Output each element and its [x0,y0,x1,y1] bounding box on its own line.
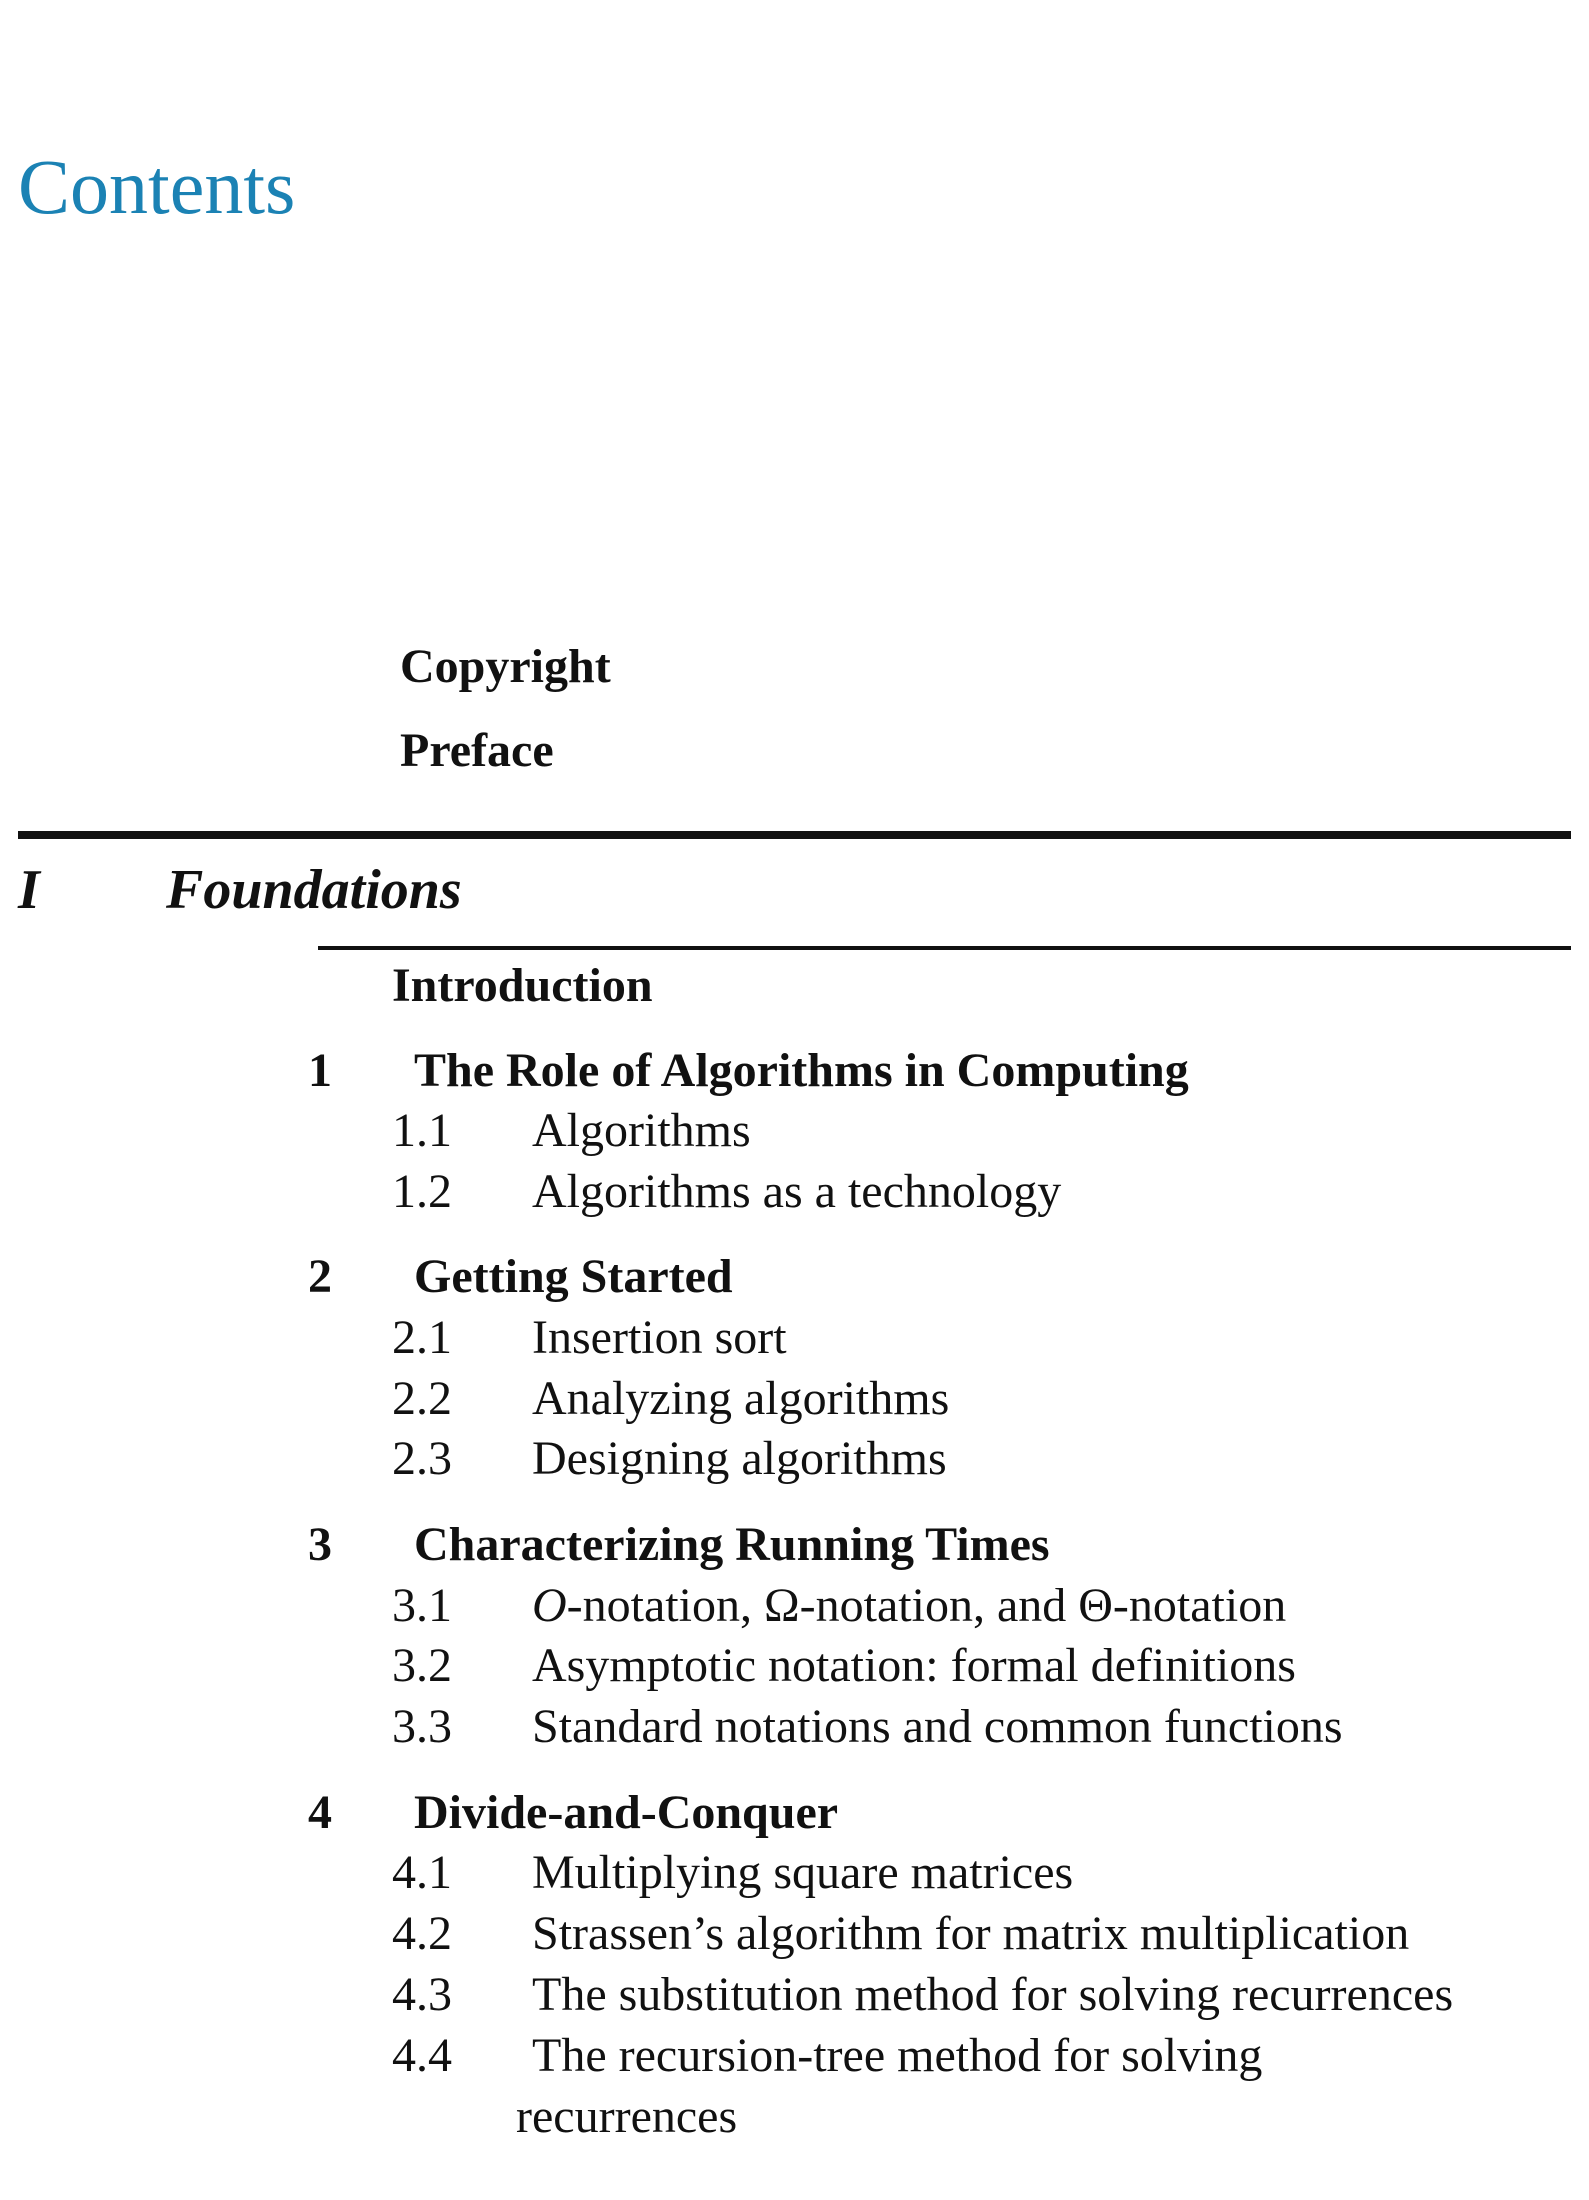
toc-link-introduction[interactable]: Introduction [392,959,653,1012]
toc-link-section-4-3[interactable]: The substitution method for solving recurrences [532,1968,1454,2021]
page-title: Contents [18,143,296,230]
toc-link-section-4-4[interactable]: The recursion-tree method for solving [532,2029,1263,2082]
chapter-number: 4 [308,1786,332,1839]
section-number: 1.1 [392,1104,452,1157]
toc-link-section-3-2[interactable]: Asymptotic notation: formal definitions [532,1639,1296,1692]
section-number: 2.1 [392,1311,452,1364]
toc-link-section-4-4-continued[interactable]: recurrences [516,2090,738,2143]
chapter-number: 2 [308,1250,332,1303]
section-number: 4.2 [392,1907,452,1960]
toc-link-copyright[interactable]: Copyright [400,640,611,693]
part-divider-thin [318,946,1571,950]
toc-link-chapter-4[interactable]: Divide-and-Conquer [414,1786,839,1839]
toc-link-chapter-1[interactable]: The Role of Algorithms in Computing [414,1044,1189,1097]
toc-link-section-2-3[interactable]: Designing algorithms [532,1432,947,1485]
section-number: 4.3 [392,1968,452,2021]
toc-link-section-1-1[interactable]: Algorithms [532,1104,751,1157]
toc-link-chapter-3[interactable]: Characterizing Running Times [414,1518,1050,1571]
toc-link-chapter-2[interactable]: Getting Started [414,1250,733,1303]
section-number: 2.2 [392,1372,452,1425]
big-o-symbol: O [532,1579,567,1632]
toc-link-section-3-1[interactable] [532,1579,1287,1632]
toc-link-section-1-2[interactable]: Algorithms as a technology [532,1165,1062,1218]
toc-link-part-foundations[interactable]: Foundations [166,859,462,921]
section-number: 2.3 [392,1432,452,1485]
section-number: 3.2 [392,1639,452,1692]
toc-link-preface[interactable]: Preface [400,724,554,777]
toc-link-section-4-1[interactable]: Multiplying square matrices [532,1846,1074,1899]
section-number: 4.4 [392,2029,452,2082]
part-number: I [18,859,40,921]
toc-link-section-4-2[interactable]: Strassen’s algorithm for matrix multiplication [532,1907,1410,1960]
part-divider-thick [18,831,1571,839]
toc-link-section-3-3[interactable]: Standard notations and common functions [532,1700,1343,1753]
toc-link-section-2-2[interactable]: Analyzing algorithms [532,1372,950,1425]
section-title-text: -notation, Ω-notation, and Θ-notation [566,1579,1287,1632]
section-number: 3.1 [392,1579,452,1632]
section-number: 4.1 [392,1846,452,1899]
section-number: 1.2 [392,1165,452,1218]
section-number: 3.3 [392,1700,452,1753]
toc-link-section-2-1[interactable]: Insertion sort [532,1311,787,1364]
chapter-number: 3 [308,1518,332,1571]
chapter-number: 1 [308,1044,332,1097]
